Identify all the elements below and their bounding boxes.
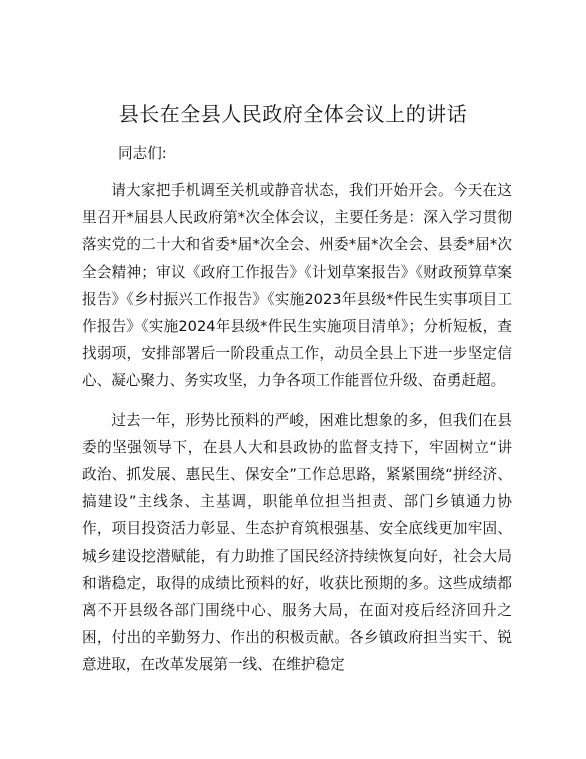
- document-body: [82, 140, 512, 679]
- paragraph-review: 过去一年，形势比预料的严峻，困难比想象的多，但我们在县委的坚强领导下，在县人大和县政协的监督支持下，牢固树立“讲政治、抓发展、惠民生、保安全”工作总思路，紧紧围绕“拼经济、搞建设”主线条、主基调，职能单位担当担责、部门乡镇通力协作，项目投资活力彰显、生态护育筑根强基、安全底线更加牢固、城乡建设挖潜赋能，有力助推了国民经济持续恢复向好，社会大局和谐稳定，取得的成绩比预料的好，收获比预期的多。这些成绩都离不开县级各部门围绕中心、服务大局，在面对疫后经济回升之困，付出的辛勤努力、作出的积极贡献。各乡镇政府担当实干、锐意进取，在改革发展第一线、在维护稳定: [82, 411, 512, 674]
- paragraph-opening: 请大家把手机调至关机或静音状态，我们开始开会。今天在这里召开*届县人民政府第*次全体会议，主要任务是：深入学习贯彻落实党的二十大和省委*届*次全会、州委*届*次全会、县委*届*次全会精神；审议《政府工作报告》《计划草案报告》《财政预算草案报告》《乡村振兴工作报告》《实施2023年县级*件民生实事项目工作报告》《实施2024年县级*件民生实施项目清单》；分析短板，查找弱项，安排部署后一阶段重点工作，动员全县上下进一步坚定信心、凝心聚力、务实攻坚，力争各项工作能晋位升级、奋勇赶超。: [82, 182, 512, 390]
- document-title: 县长在全县人民政府全体会议上的讲话: [118, 102, 468, 126]
- greeting: 同志们:: [118, 145, 167, 162]
